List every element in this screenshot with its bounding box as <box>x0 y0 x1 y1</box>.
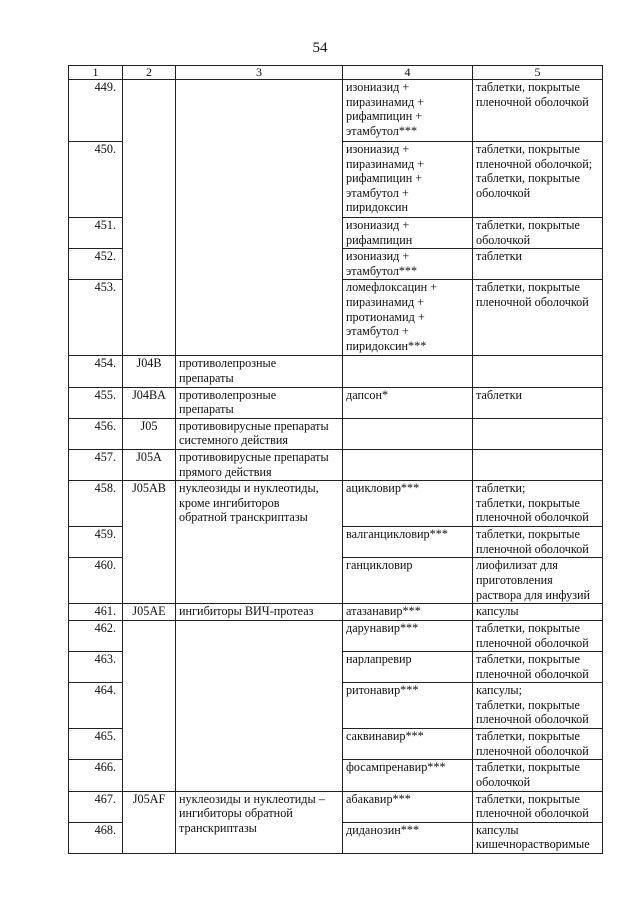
group-cell: нуклеозиды и нуклеотиды – ингибиторы обратной транскриптазы <box>176 791 343 853</box>
row-number: 464. <box>69 683 123 729</box>
dosage-form-cell: таблетки, покрытые пленочной оболочкой; таблетки, покрытые оболочкой <box>473 142 603 218</box>
atc-code-cell <box>123 80 176 356</box>
row-number: 452. <box>69 249 123 280</box>
drug-name-cell: изониазид + этамбутол*** <box>343 249 473 280</box>
drug-name-cell <box>343 356 473 387</box>
drug-name-cell: изониазид + пиразинамид + рифампицин + этамбутол*** <box>343 80 473 142</box>
drug-name-cell: фосампренавир*** <box>343 760 473 791</box>
dosage-form-cell: таблетки <box>473 387 603 418</box>
dosage-form-cell: таблетки, покрытые пленочной оболочкой <box>473 280 603 356</box>
drug-name-cell: дапсон* <box>343 387 473 418</box>
dosage-form-cell: таблетки, покрытые оболочкой <box>473 760 603 791</box>
dosage-form-cell: таблетки, покрытые пленочной оболочкой <box>473 620 603 651</box>
row-number: 450. <box>69 142 123 218</box>
table-row <box>69 481 603 527</box>
group-cell: противолепрозные препараты <box>176 356 343 387</box>
dosage-form-cell: таблетки, покрытые пленочной оболочкой <box>473 791 603 822</box>
table-row <box>69 80 603 142</box>
row-number: 451. <box>69 218 123 249</box>
row-number: 458. <box>69 481 123 527</box>
group-cell: противовирусные препараты прямого действия <box>176 449 343 480</box>
row-number: 449. <box>69 80 123 142</box>
row-number: 455. <box>69 387 123 418</box>
dosage-form-cell: таблетки <box>473 249 603 280</box>
dosage-form-cell: лиофилизат для приготовления раствора для инфузий <box>473 558 603 604</box>
drug-name-cell: валганцикловир*** <box>343 527 473 558</box>
row-number: 463. <box>69 652 123 683</box>
page-number: 54 <box>312 40 328 56</box>
row-number: 456. <box>69 418 123 449</box>
row-number: 461. <box>69 604 123 621</box>
table-row <box>69 604 603 621</box>
column-header: 5 <box>473 66 603 80</box>
atc-code-cell: J04B <box>123 356 176 387</box>
row-number: 462. <box>69 620 123 651</box>
dosage-form-cell: таблетки, покрытые оболочкой <box>473 218 603 249</box>
drug-name-cell: ганцикловир <box>343 558 473 604</box>
row-number: 466. <box>69 760 123 791</box>
column-header: 4 <box>343 66 473 80</box>
row-number: 465. <box>69 729 123 760</box>
row-number: 467. <box>69 791 123 822</box>
dosage-form-cell <box>473 449 603 480</box>
drug-name-cell: диданозин*** <box>343 822 473 853</box>
group-cell: нуклеозиды и нуклеотиды, кроме ингибиторов обратной транскриптазы <box>176 481 343 604</box>
dosage-form-cell: таблетки, покрытые пленочной оболочкой <box>473 652 603 683</box>
dosage-form-cell: капсулы кишечнорастворимые <box>473 822 603 853</box>
atc-code-cell: J05AB <box>123 481 176 604</box>
drug-name-cell: дарунавир*** <box>343 620 473 651</box>
drug-name-cell: абакавир*** <box>343 791 473 822</box>
group-cell: противолепрозные препараты <box>176 387 343 418</box>
row-number: 454. <box>69 356 123 387</box>
atc-code-cell <box>123 620 176 791</box>
drug-list-table <box>68 65 603 854</box>
dosage-form-cell: капсулы <box>473 604 603 621</box>
drug-name-cell: изониазид + рифампицин <box>343 218 473 249</box>
atc-code-cell: J05AE <box>123 604 176 621</box>
table-row <box>69 356 603 387</box>
row-number: 459. <box>69 527 123 558</box>
drug-name-cell: изониазид + пиразинамид + рифампицин + этамбутол + пиридоксин <box>343 142 473 218</box>
table-row <box>69 449 603 480</box>
dosage-form-cell <box>473 418 603 449</box>
table-row <box>69 387 603 418</box>
row-number: 453. <box>69 280 123 356</box>
drug-name-cell: ацикловир*** <box>343 481 473 527</box>
column-header: 2 <box>123 66 176 80</box>
table-row <box>69 418 603 449</box>
dosage-form-cell: капсулы; таблетки, покрытые пленочной оболочкой <box>473 683 603 729</box>
dosage-form-cell: таблетки, покрытые пленочной оболочкой <box>473 80 603 142</box>
drug-name-cell: ритонавир*** <box>343 683 473 729</box>
drug-name-cell <box>343 418 473 449</box>
drug-name-cell: саквинавир*** <box>343 729 473 760</box>
row-number: 457. <box>69 449 123 480</box>
atc-code-cell: J05A <box>123 449 176 480</box>
table-header-row <box>69 66 603 80</box>
dosage-form-cell: таблетки, покрытые пленочной оболочкой <box>473 527 603 558</box>
drug-name-cell <box>343 449 473 480</box>
dosage-form-cell: таблетки; таблетки, покрытые пленочной оболочкой <box>473 481 603 527</box>
column-header: 1 <box>69 66 123 80</box>
table-row <box>69 620 603 651</box>
column-header: 3 <box>176 66 343 80</box>
group-cell <box>176 620 343 791</box>
drug-name-cell: нарлапревир <box>343 652 473 683</box>
group-cell: противовирусные препараты системного действия <box>176 418 343 449</box>
atc-code-cell: J04BA <box>123 387 176 418</box>
drug-name-cell: атазанавир*** <box>343 604 473 621</box>
dosage-form-cell: таблетки, покрытые пленочной оболочкой <box>473 729 603 760</box>
dosage-form-cell <box>473 356 603 387</box>
drug-name-cell: ломефлоксацин + пиразинамид + протионамид + этамбутол + пиридоксин*** <box>343 280 473 356</box>
row-number: 460. <box>69 558 123 604</box>
group-cell <box>176 80 343 356</box>
group-cell: ингибиторы ВИЧ-протеаз <box>176 604 343 621</box>
atc-code-cell: J05AF <box>123 791 176 853</box>
row-number: 468. <box>69 822 123 853</box>
atc-code-cell: J05 <box>123 418 176 449</box>
table-row <box>69 791 603 822</box>
